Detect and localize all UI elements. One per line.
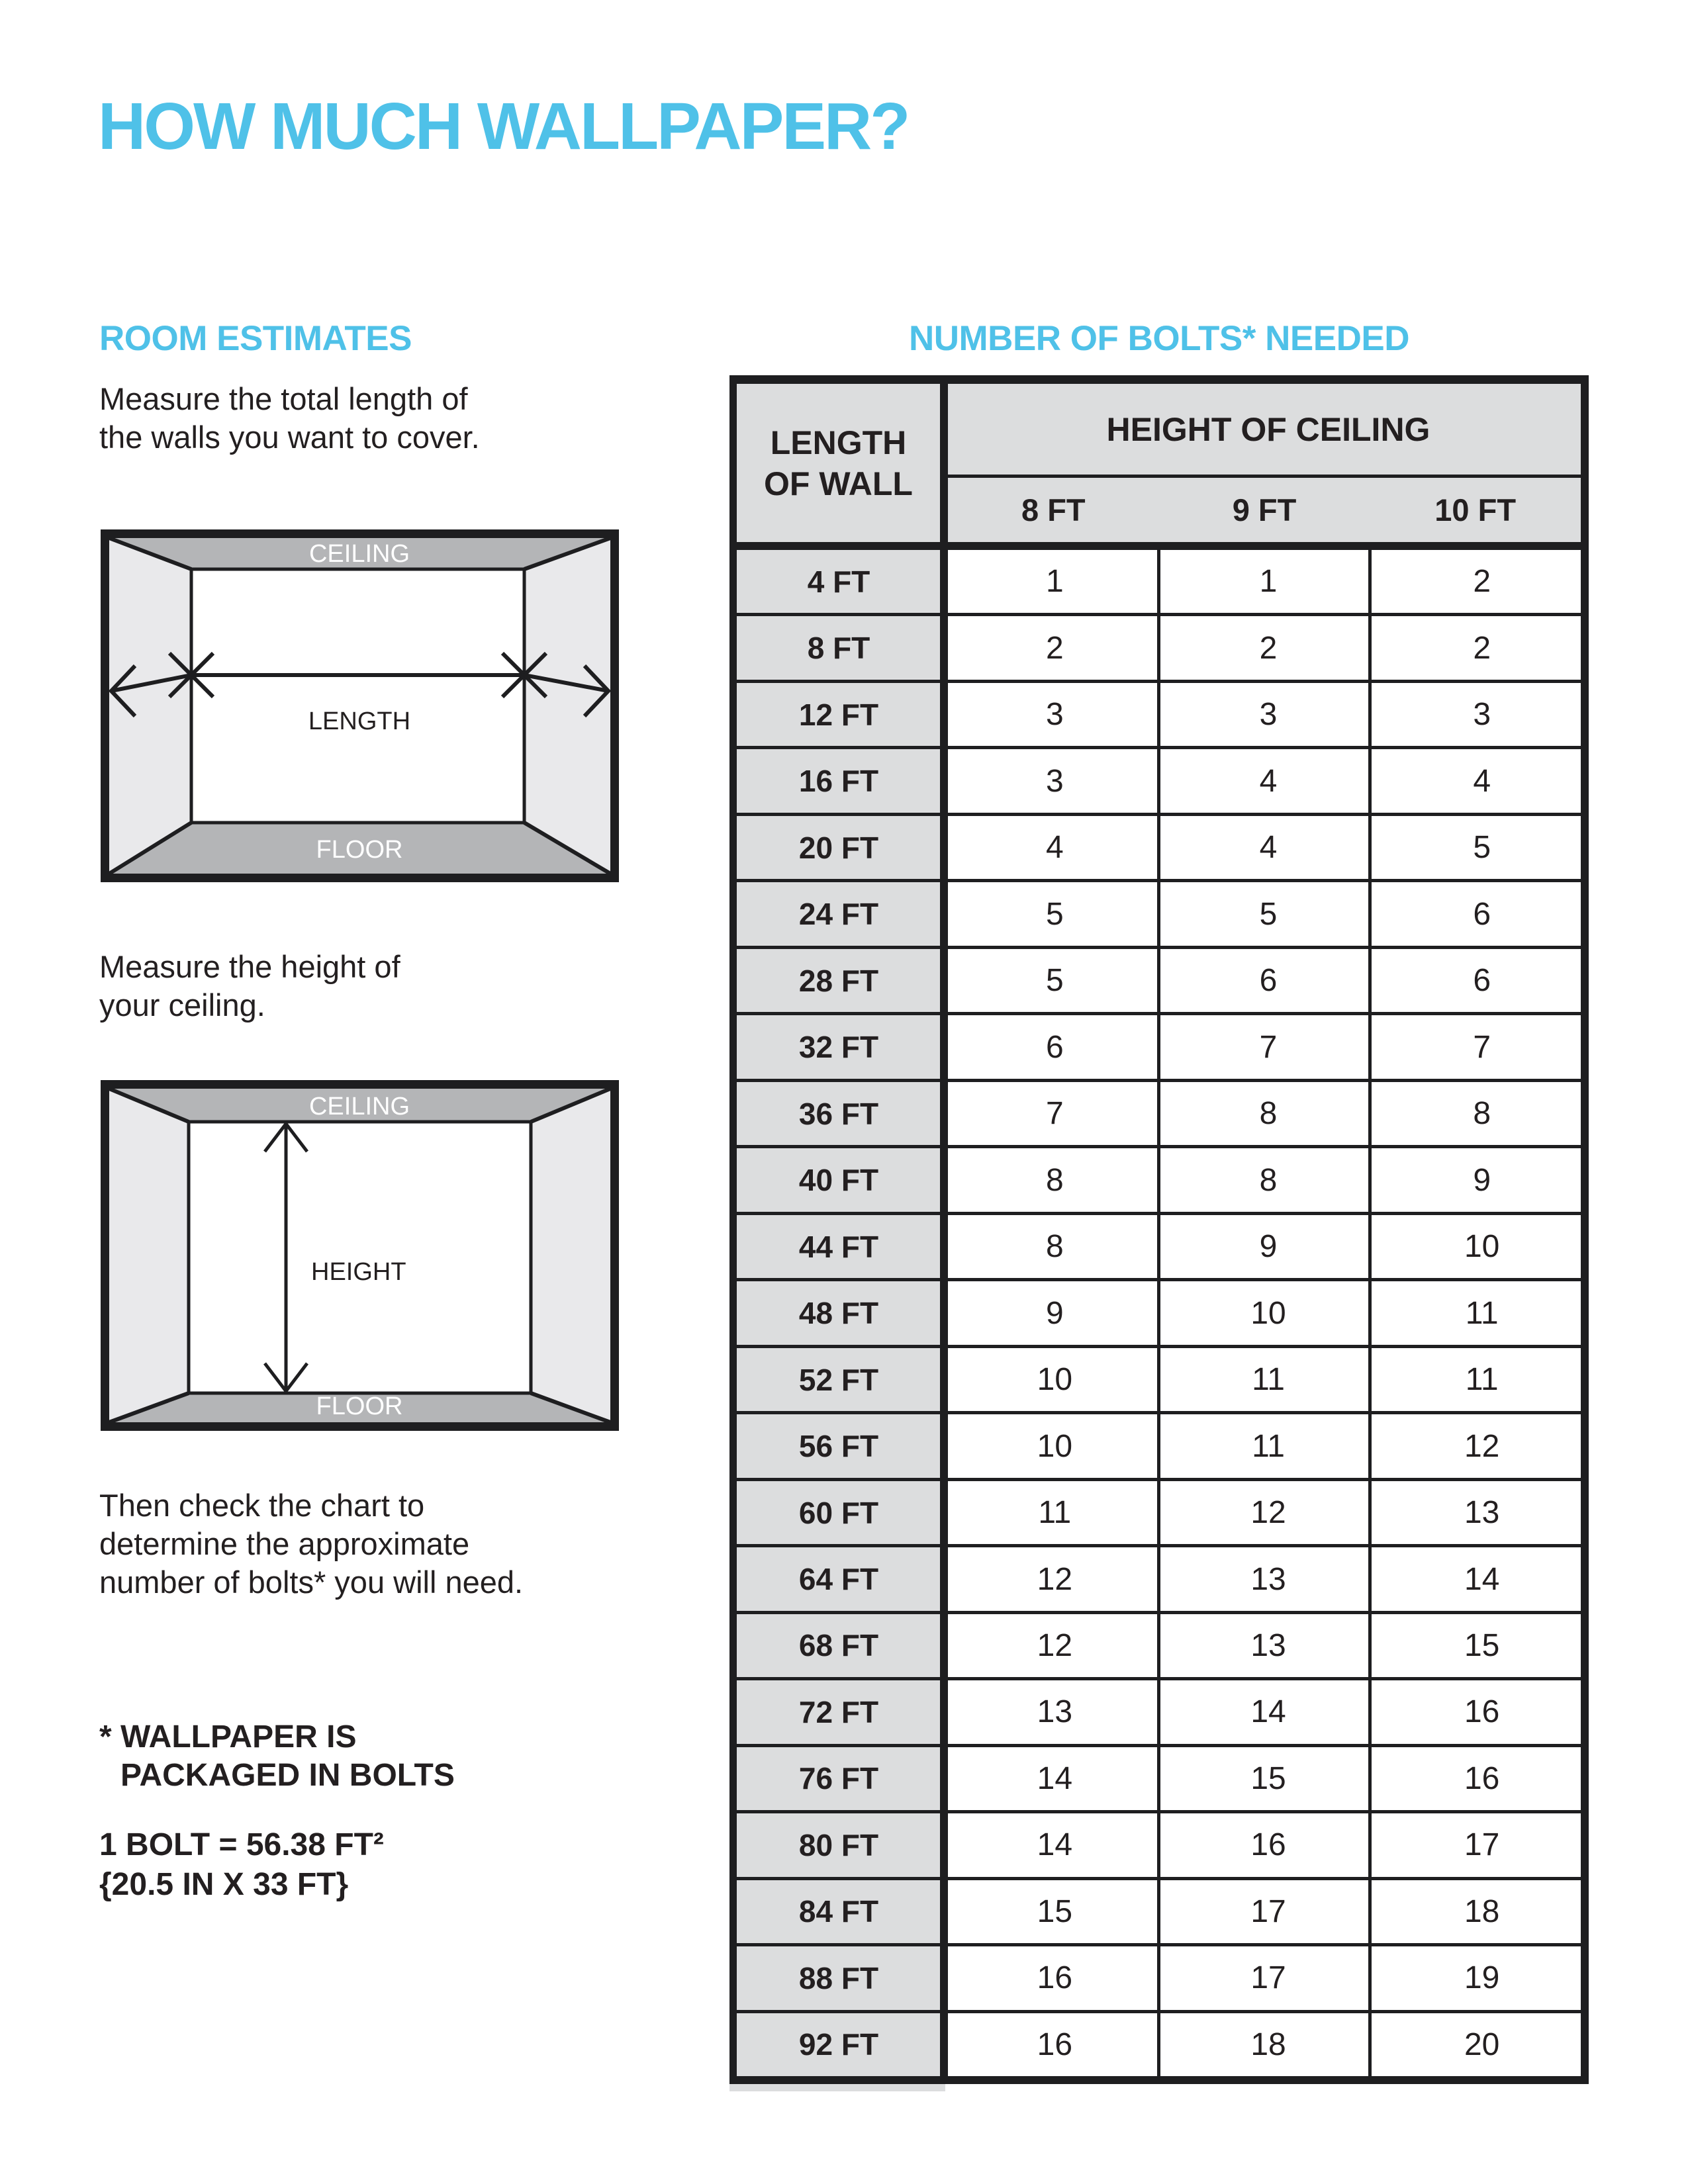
row-label-wall-length: 16 FT [729,749,948,812]
cell-bolts-9ft: 18 [1162,2013,1376,2076]
cell-bolts-8ft: 16 [948,1946,1162,2009]
table-border-left [729,384,737,2076]
column-header-9ft: 9 FT [1232,492,1297,527]
cell-bolts-10ft: 12 [1375,1414,1589,1477]
table-border-right [1581,384,1589,2076]
cell-bolts-8ft: 11 [948,1481,1162,1544]
cell-bolts-9ft: 8 [1162,1082,1376,1145]
cell-bolts-10ft: 14 [1375,1547,1589,1610]
column-header-8ft: 8 FT [1021,492,1086,527]
row-label-wall-length: 56 FT [729,1414,948,1477]
bolt-size-info [99,1825,384,1905]
row-label-wall-length: 72 FT [729,1680,948,1743]
cell-bolts-9ft: 9 [1162,1215,1376,1278]
row-label-wall-length: 40 FT [729,1148,948,1211]
cell-bolts-10ft: 2 [1375,550,1589,613]
cell-bolts-10ft: 6 [1375,949,1589,1012]
instruction-line: Measure the total length of [99,381,468,416]
table-column-divider [1368,550,1372,2076]
cell-bolts-8ft: 7 [948,1082,1162,1145]
cell-bolts-8ft: 12 [948,1614,1162,1677]
length-label: LENGTH [308,707,411,735]
cell-bolts-9ft: 7 [1162,1015,1376,1078]
cell-bolts-10ft: 10 [1375,1215,1589,1278]
row-label-wall-length: 36 FT [729,1082,948,1145]
bolt-dimensions: {20.5 IN X 33 FT} [99,1867,349,1902]
column-group-header-height-of-ceiling: HEIGHT OF CEILING [948,384,1589,475]
cell-bolts-8ft: 12 [948,1547,1162,1610]
row-label-wall-length: 84 FT [729,1880,948,1943]
cell-bolts-9ft: 12 [1162,1481,1376,1544]
cell-bolts-8ft: 1 [948,550,1162,613]
cell-bolts-8ft: 5 [948,949,1162,1012]
cell-bolts-9ft: 1 [1162,550,1376,613]
row-label-wall-length: 76 FT [729,1747,948,1810]
right-wall [524,538,610,874]
corner-header-length-of-wall [737,384,940,542]
instruction-measure-length [99,380,480,457]
table-shadow-strip [729,2084,945,2091]
row-label-wall-length: 88 FT [729,1946,948,2009]
cell-bolts-8ft: 13 [948,1680,1162,1743]
back-wall [191,569,524,823]
cell-bolts-10ft: 3 [1375,683,1589,746]
cell-bolts-9ft: 11 [1162,1414,1376,1477]
row-label-wall-length: 92 FT [729,2013,948,2076]
section-title-bolts-needed: NUMBER OF BOLTS* NEEDED [908,319,1410,358]
instruction-line: your ceiling. [99,987,265,1023]
row-label-wall-length: 28 FT [729,949,948,1012]
cell-bolts-10ft: 17 [1375,1813,1589,1876]
cell-bolts-9ft: 14 [1162,1680,1376,1743]
row-label-wall-length: 68 FT [729,1614,948,1677]
cell-bolts-10ft: 8 [1375,1082,1589,1145]
cell-bolts-10ft: 4 [1375,749,1589,812]
cell-bolts-10ft: 9 [1375,1148,1589,1211]
instruction-line: Measure the height of [99,949,400,984]
cell-bolts-10ft: 13 [1375,1481,1589,1544]
cell-bolts-10ft: 20 [1375,2013,1589,2076]
cell-bolts-9ft: 5 [1162,882,1376,945]
row-label-wall-length: 4 FT [729,550,948,613]
cell-bolts-8ft: 8 [948,1148,1162,1211]
ceiling-label: CEILING [308,1093,410,1120]
cell-bolts-8ft: 9 [948,1281,1162,1344]
corner-header-line: LENGTH [770,424,907,461]
cell-bolts-9ft: 17 [1162,1946,1376,2009]
table-column-divider [1157,550,1160,2076]
cell-bolts-8ft: 8 [948,1215,1162,1278]
cell-bolts-9ft: 16 [1162,1813,1376,1876]
row-label-wall-length: 64 FT [729,1547,948,1610]
floor-label: FLOOR [316,836,403,864]
cell-bolts-10ft: 6 [1375,882,1589,945]
row-label-wall-length: 20 FT [729,816,948,879]
cell-bolts-10ft: 11 [1375,1348,1589,1411]
corner-header-line: OF WALL [764,465,913,502]
room-length-diagram [101,529,619,882]
instruction-line: determine the approximate [99,1526,470,1561]
cell-bolts-8ft: 2 [948,616,1162,679]
row-label-wall-length: 60 FT [729,1481,948,1544]
cell-bolts-10ft: 19 [1375,1946,1589,2009]
row-label-wall-length: 44 FT [729,1215,948,1278]
height-label: HEIGHT [311,1258,406,1286]
cell-bolts-9ft: 17 [1162,1880,1376,1943]
cell-bolts-10ft: 15 [1375,1614,1589,1677]
back-wall [189,1122,531,1393]
cell-bolts-9ft: 13 [1162,1547,1376,1610]
cell-bolts-8ft: 10 [948,1348,1162,1411]
cell-bolts-9ft: 3 [1162,683,1376,746]
cell-bolts-8ft: 14 [948,1813,1162,1876]
cell-bolts-8ft: 3 [948,749,1162,812]
instruction-line: the walls you want to cover. [99,420,480,455]
instruction-line: number of bolts* you will need. [99,1565,524,1600]
right-wall [531,1089,610,1422]
footnote-line: PACKAGED IN BOLTS [120,1758,455,1793]
instruction-check-chart [99,1486,523,1602]
page-title: HOW MUCH WALLPAPER? [98,89,909,163]
cell-bolts-10ft: 18 [1375,1880,1589,1943]
instruction-line: Then check the chart to [99,1488,425,1523]
cell-bolts-9ft: 4 [1162,816,1376,879]
row-label-wall-length: 48 FT [729,1281,948,1344]
cell-bolts-9ft: 10 [1162,1281,1376,1344]
cell-bolts-10ft: 16 [1375,1747,1589,1810]
cell-bolts-9ft: 8 [1162,1148,1376,1211]
row-label-wall-length: 32 FT [729,1015,948,1078]
column-headers-row [948,478,1581,542]
row-label-wall-length: 80 FT [729,1813,948,1876]
cell-bolts-8ft: 14 [948,1747,1162,1810]
room-height-diagram [101,1080,619,1431]
row-label-wall-length: 24 FT [729,882,948,945]
left-wall [109,538,191,874]
cell-bolts-10ft: 5 [1375,816,1589,879]
cell-bolts-8ft: 4 [948,816,1162,879]
table-border-top [729,375,1589,384]
cell-bolts-10ft: 11 [1375,1281,1589,1344]
cell-bolts-10ft: 7 [1375,1015,1589,1078]
table-header-divider [729,542,1589,550]
footnote-line: * WALLPAPER IS [99,1719,357,1754]
wallpaper-bolts-footnote [99,1718,455,1795]
section-title-room-estimates: ROOM ESTIMATES [99,319,412,358]
row-label-wall-length: 8 FT [729,616,948,679]
row-label-wall-length: 12 FT [729,683,948,746]
cell-bolts-9ft: 13 [1162,1614,1376,1677]
instruction-measure-height [99,948,400,1024]
ceiling-label: CEILING [308,540,410,568]
cell-bolts-8ft: 6 [948,1015,1162,1078]
cell-bolts-8ft: 10 [948,1414,1162,1477]
column-header-10ft: 10 FT [1434,492,1517,527]
cell-bolts-8ft: 16 [948,2013,1162,2076]
bolts-needed-table [729,375,1589,2084]
cell-bolts-8ft: 3 [948,683,1162,746]
cell-bolts-8ft: 15 [948,1880,1162,1943]
cell-bolts-8ft: 5 [948,882,1162,945]
floor-label: FLOOR [316,1392,403,1420]
cell-bolts-10ft: 2 [1375,616,1589,679]
cell-bolts-10ft: 16 [1375,1680,1589,1743]
cell-bolts-9ft: 4 [1162,749,1376,812]
cell-bolts-9ft: 6 [1162,949,1376,1012]
table-border-bottom [729,2076,1589,2084]
row-label-wall-length: 52 FT [729,1348,948,1411]
cell-bolts-9ft: 11 [1162,1348,1376,1411]
cell-bolts-9ft: 2 [1162,616,1376,679]
left-wall [109,1089,189,1422]
cell-bolts-9ft: 15 [1162,1747,1376,1810]
table-column-divider-thick [940,384,948,2076]
bolt-equation: 1 BOLT = 56.38 FT² [99,1827,384,1862]
